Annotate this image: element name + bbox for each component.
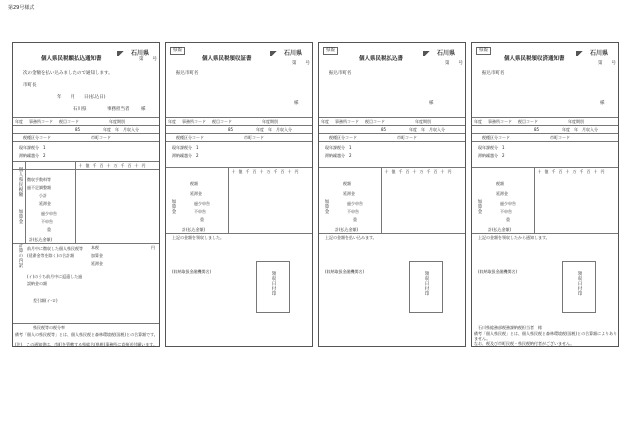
hdr-year: 年度 (15, 119, 23, 124)
sheet4-number: 第 号 (598, 61, 616, 66)
s2-row-tax: 税額 (190, 181, 198, 186)
sheet2-badge: 県報 (170, 47, 185, 55)
s4-code: 85 (534, 127, 540, 132)
period-line: 年度 年 月収入分 (103, 127, 139, 132)
s4-total: 計(払込金額) (488, 227, 512, 232)
code-value: 85 (75, 127, 81, 132)
notice-number: 第 号 (139, 57, 157, 62)
s2-period: 年度 年 月収入分 (256, 127, 292, 132)
breakdown-b: (イ)のうち前月中に返還した過誤納金の額 (27, 274, 83, 286)
sheet3-payer: 振込市町名 (329, 71, 352, 76)
notice-officer: 事務担当者 (107, 107, 130, 112)
s4-adjust-label: 加算金 (477, 199, 482, 214)
row-adjust: 過不足調整額 (27, 185, 51, 190)
adjust-block-label: 加算金 (18, 209, 23, 224)
receipt-sheet (165, 42, 313, 347)
s2-row-late: 延滞金 (190, 191, 202, 196)
s2-hdr-period: 年度期別 (262, 119, 278, 124)
tax-type-code: 税種区分コード (23, 135, 51, 140)
s2-adj-heavy: 重 (200, 217, 204, 222)
s3-row-late: 延滞金 (343, 191, 355, 196)
breakdown-c: 差引額(イ-ロ) (33, 298, 58, 303)
breakdown-label: 計算の内訳 (18, 243, 23, 268)
hdr-period: 年度期別 (109, 119, 125, 124)
sheet2-payer: 振込市町名 (176, 71, 199, 76)
adj-none: 不申告 (41, 219, 53, 224)
s3-hdr-year: 年度 (321, 119, 329, 124)
row-fee: 徴収手数料等 (27, 177, 51, 182)
s4-period: 年度 年 月収入分 (562, 127, 598, 132)
notice-note-2: (注) この通知書は、市町を管轄する県総合(県税)事務所に直接送付願います。 (15, 342, 157, 347)
s3-class-arrears: 滞納繰越分 2 (325, 153, 352, 158)
s3-adj-heavy: 重 (353, 217, 357, 222)
unit-yen: 円 (151, 245, 155, 250)
s2-received: 上記の金額を領収しました。 (172, 235, 224, 240)
digit-headers: 十 億 千 百 十 万 千 百 十 円 (78, 163, 146, 168)
s3-row-tax: 税額 (343, 181, 351, 186)
sheet2-number: 第 号 (292, 61, 310, 66)
form-number-label: 第29号様式 (8, 5, 35, 11)
s2-adjust-label: 加算金 (171, 199, 176, 214)
s4-footer-to: 石川県総務部税務課納税担当者 様 (478, 325, 542, 330)
s4-class-arrears: 滞納繰越分 2 (478, 153, 505, 158)
payment-sheet (318, 42, 466, 347)
prefecture-logo: 石川県 (423, 48, 455, 57)
s3-hdr-period: 年度期別 (415, 119, 431, 124)
s3-class-current: 現年課税分 1 (325, 145, 352, 150)
s4-stamp-label: 領収日付印 (577, 271, 582, 296)
s4-hdr-period: 年度期別 (568, 119, 584, 124)
hdr-taxcode: 税目コード (59, 119, 79, 124)
s4-adj-none: 不申告 (500, 209, 512, 214)
notice-town: 市町長 (23, 83, 37, 88)
class-arrears: 滞納繰越分 2 (19, 153, 46, 158)
notice-note-1: 備考「個人の県民税等」とは、個人県民税と森林環境税(国税)との合算額です。 (15, 332, 158, 337)
s4-bank: (収納取扱金融機関名) (478, 269, 518, 274)
prefecture-logo: 石川県 (117, 48, 149, 57)
sheet3-number: 第 号 (445, 61, 463, 66)
sheet4-payer: 振込市町名 (482, 71, 505, 76)
s4-digit-headers: 十 億 千 百 十 万 千 百 十 円 (537, 169, 605, 174)
s3-bank: (収納取扱金融機関名) (325, 269, 365, 274)
s3-total: 計(払込金額) (335, 227, 359, 232)
s4-class-current: 現年課税分 1 (478, 145, 505, 150)
notice-intro: 次の金額を払い込みましたので通知します。 (23, 71, 113, 76)
sheet3-badge: 県報 (323, 47, 338, 55)
s4-taxtype: 税種区分コード (482, 135, 510, 140)
notice-title: 個人県民税額払込通知書 (41, 56, 102, 62)
prefecture-logo: 石川県 (576, 48, 608, 57)
s2-adj-none: 不申告 (194, 209, 206, 214)
s2-class-arrears: 滞納繰越分 2 (172, 153, 199, 158)
s2-class-current: 現年課税分 1 (172, 145, 199, 150)
sheet3-title: 個人県民税払込書 (359, 56, 404, 62)
s2-bank: (収納取扱金融機関名) (172, 269, 212, 274)
adj-under: 過少申告 (41, 211, 57, 216)
breakdown-a: 前月中に徴収した個人県民税等(延滞金等を除く)の合計額 (27, 246, 83, 258)
bd-col-add: 加算金 (91, 253, 103, 258)
sheet2-salutation: 様 (294, 101, 299, 106)
class-current: 現年課税分 1 (19, 145, 46, 150)
hdr-office: 事務所コード (29, 119, 53, 124)
s2-total: 計(払込金額) (182, 227, 206, 232)
notice-pref: 石川県 (73, 107, 87, 112)
s2-taxtype: 税種区分コード (176, 135, 204, 140)
s3-adj-under: 過少申告 (347, 201, 363, 206)
s3-city: 市町コード (397, 135, 417, 140)
sheet3-salutation: 様 (429, 101, 434, 106)
row-subtotal: 小計 (39, 193, 47, 198)
s4-hdr-year: 年度 (474, 119, 482, 124)
s3-taxtype: 税種区分コード (329, 135, 357, 140)
row-total: 計(払込金額) (29, 237, 53, 242)
s2-stamp-label: 領収日付印 (271, 271, 276, 296)
notice-sheet (12, 42, 160, 347)
receipt-notice-sheet (471, 42, 619, 347)
s3-digit-headers: 十 億 千 百 十 万 千 百 十 円 (384, 169, 452, 174)
notice-salutation: 様 (141, 107, 146, 112)
s2-hdr-year: 年度 (168, 119, 176, 124)
sheet4-salutation: 様 (600, 101, 605, 106)
s4-hdr-taxcode: 税目コード (518, 119, 538, 124)
left-block-label: 個人県民税額 (18, 167, 23, 197)
s3-received: 上記の金額を払い込みます。 (325, 235, 377, 240)
s4-received: 上記の金額を領収したから通知します。 (478, 235, 550, 240)
s3-hdr-taxcode: 税目コード (365, 119, 385, 124)
s4-adj-heavy: 重 (506, 217, 510, 222)
s2-city: 市町コード (244, 135, 264, 140)
s3-adj-none: 不申告 (347, 209, 359, 214)
bd-col-late: 延滞金 (91, 261, 103, 266)
s4-row-tax: 税額 (496, 181, 504, 186)
s3-adjust-label: 加算金 (324, 199, 329, 214)
s3-stamp-label: 領収日付印 (424, 271, 429, 296)
s4-hdr-office: 事務所コード (488, 119, 512, 124)
s2-hdr-taxcode: 税目コード (212, 119, 232, 124)
s4-row-late: 延滞金 (496, 191, 508, 196)
s4-note-2: なお、税及び市町民税・県民税納付者がございません。 (474, 341, 575, 346)
bd-col-tax: 本税 (91, 245, 99, 250)
s3-code: 85 (381, 127, 387, 132)
s2-hdr-office: 事務所コード (182, 119, 206, 124)
s3-hdr-office: 事務所コード (335, 119, 359, 124)
city-code: 市町コード (91, 135, 111, 140)
adj-heavy: 重 (47, 227, 51, 232)
s2-adj-under: 過少申告 (194, 201, 210, 206)
s3-period: 年度 年 月収入分 (409, 127, 445, 132)
s4-adj-under: 過少申告 (500, 201, 516, 206)
row-late: 延滞金 (39, 201, 51, 206)
sheet2-title: 個人県民税領収証書 (202, 56, 252, 62)
sub-total: 県民税等の税分率 (33, 325, 65, 330)
sheet4-title: 個人県民税領収済通知書 (504, 56, 565, 62)
s4-note-1: 備考「個人県民税」とは、個人県民税と森林環境税(国税)との合算額によりありません。 (474, 331, 618, 341)
prefecture-logo: 石川県 (270, 48, 302, 57)
s4-city: 市町コード (550, 135, 570, 140)
s2-digit-headers: 十 億 千 百 十 万 千 百 十 円 (231, 169, 299, 174)
s2-code: 85 (228, 127, 234, 132)
sheet4-badge: 県報 (476, 47, 491, 55)
notice-date: 年 月 日(払込日) (57, 95, 106, 100)
